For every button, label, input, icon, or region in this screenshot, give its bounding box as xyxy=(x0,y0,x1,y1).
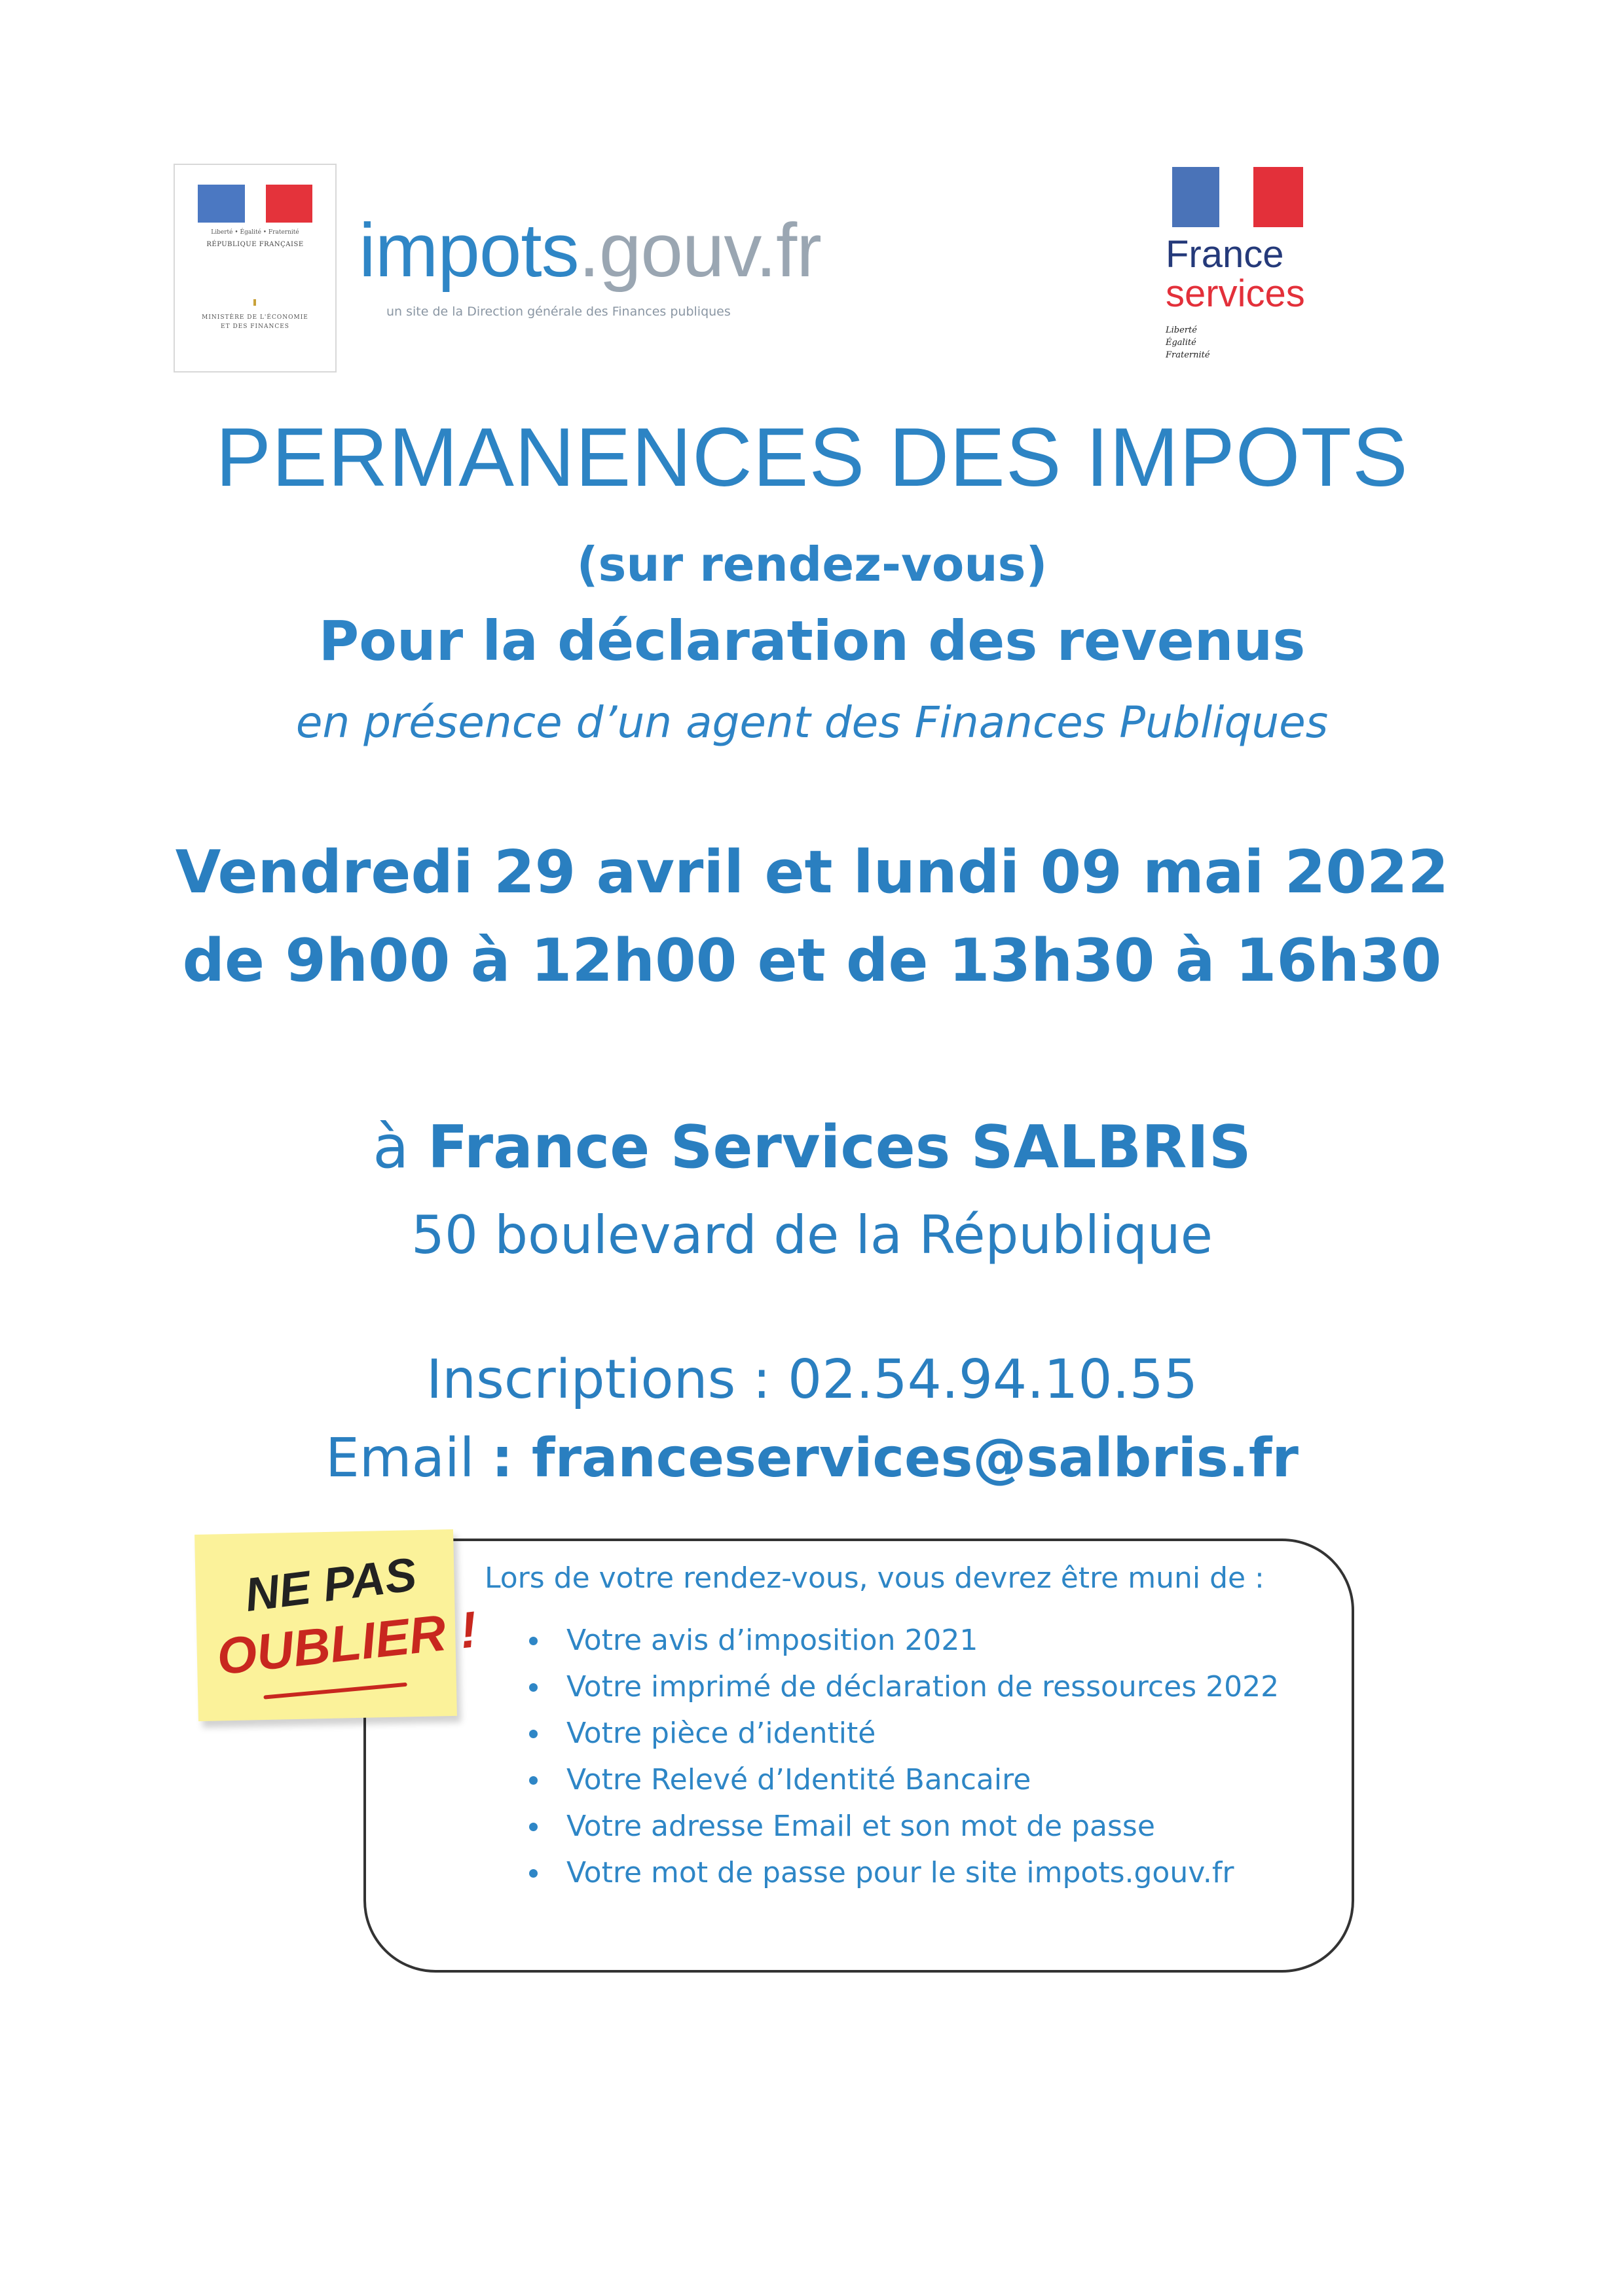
impots-logo-suffix: .gouv.fr xyxy=(578,208,821,293)
motto-egalite: Égalité xyxy=(1166,338,1196,348)
impots-logo-main: impots xyxy=(359,208,579,293)
subtitle-declaration: Pour la déclaration des revenus xyxy=(318,609,1306,673)
france-services-line-1: France xyxy=(1166,233,1284,276)
contact-email xyxy=(0,1427,1624,1489)
seal-icon xyxy=(253,299,256,306)
list-item: Votre avis d’imposition 2021 xyxy=(524,1617,1279,1664)
france-services-line-2: services xyxy=(1166,272,1305,315)
subtitle-appointment: (sur rendez-vous) xyxy=(576,537,1048,592)
inscriptions-phone: Inscriptions : 02.54.94.10.55 xyxy=(426,1349,1198,1411)
motto-fraternite: Fraternité xyxy=(1166,350,1210,360)
motto-liberte: Liberté xyxy=(1166,325,1197,335)
republique-francaise-logo xyxy=(174,164,337,373)
place-name: France Services SALBRIS xyxy=(428,1113,1251,1182)
list-item: Votre pièce d’identité xyxy=(524,1710,1279,1757)
event-place xyxy=(0,1113,1624,1182)
event-dates: Vendredi 29 avril et lundi 09 mai 2022 xyxy=(175,838,1449,907)
logo-republic: RÉPUBLIQUE FRANÇAISE xyxy=(206,241,304,248)
checklist-intro: Lors de votre rendez-vous, vous devrez être muni de : xyxy=(485,1561,1264,1595)
marianne-flag-icon xyxy=(1172,167,1303,227)
list-item: Votre adresse Email et son mot de passe xyxy=(524,1803,1279,1850)
place-prefix: à xyxy=(373,1113,428,1182)
impots-gouv-logo xyxy=(359,206,821,294)
subtitle-agent: en présence d’un agent des Finances Publiques xyxy=(295,697,1329,748)
list-item: Votre Relevé d’Identité Bancaire xyxy=(524,1757,1279,1803)
impots-logo-subtitle: un site de la Direction générale des Finances publiques xyxy=(386,304,731,319)
list-item: Votre mot de passe pour le site impots.gouv.fr xyxy=(524,1850,1279,1896)
france-services-logo xyxy=(1166,167,1336,376)
email-label: Email xyxy=(325,1427,492,1489)
event-hours: de 9h00 à 12h00 et de 13h30 à 16h30 xyxy=(182,926,1442,995)
event-address: 50 boulevard de la République xyxy=(411,1205,1213,1266)
page-title: PERMANENCES DES IMPOTS xyxy=(215,410,1409,503)
logo-ministry xyxy=(175,313,335,331)
marianne-flag-icon xyxy=(198,185,312,223)
postit-note xyxy=(194,1529,480,1721)
list-item: Votre imprimé de déclaration de ressources 2022 xyxy=(524,1664,1279,1710)
logo-motto: Liberté • Égalité • Fraternité xyxy=(211,229,299,236)
postit-line-2: OUBLIER ! xyxy=(213,1600,480,1686)
email-value: : franceservices@salbris.fr xyxy=(491,1427,1299,1489)
checklist xyxy=(524,1617,1279,1896)
ministry-line-1: MINISTÈRE DE L'ÉCONOMIE xyxy=(202,314,308,321)
france-services-motto xyxy=(1166,324,1210,361)
postit-line-1: NE PAS xyxy=(242,1548,420,1622)
postit-underline xyxy=(263,1683,407,1700)
ministry-line-2: ET DES FINANCES xyxy=(221,323,289,330)
